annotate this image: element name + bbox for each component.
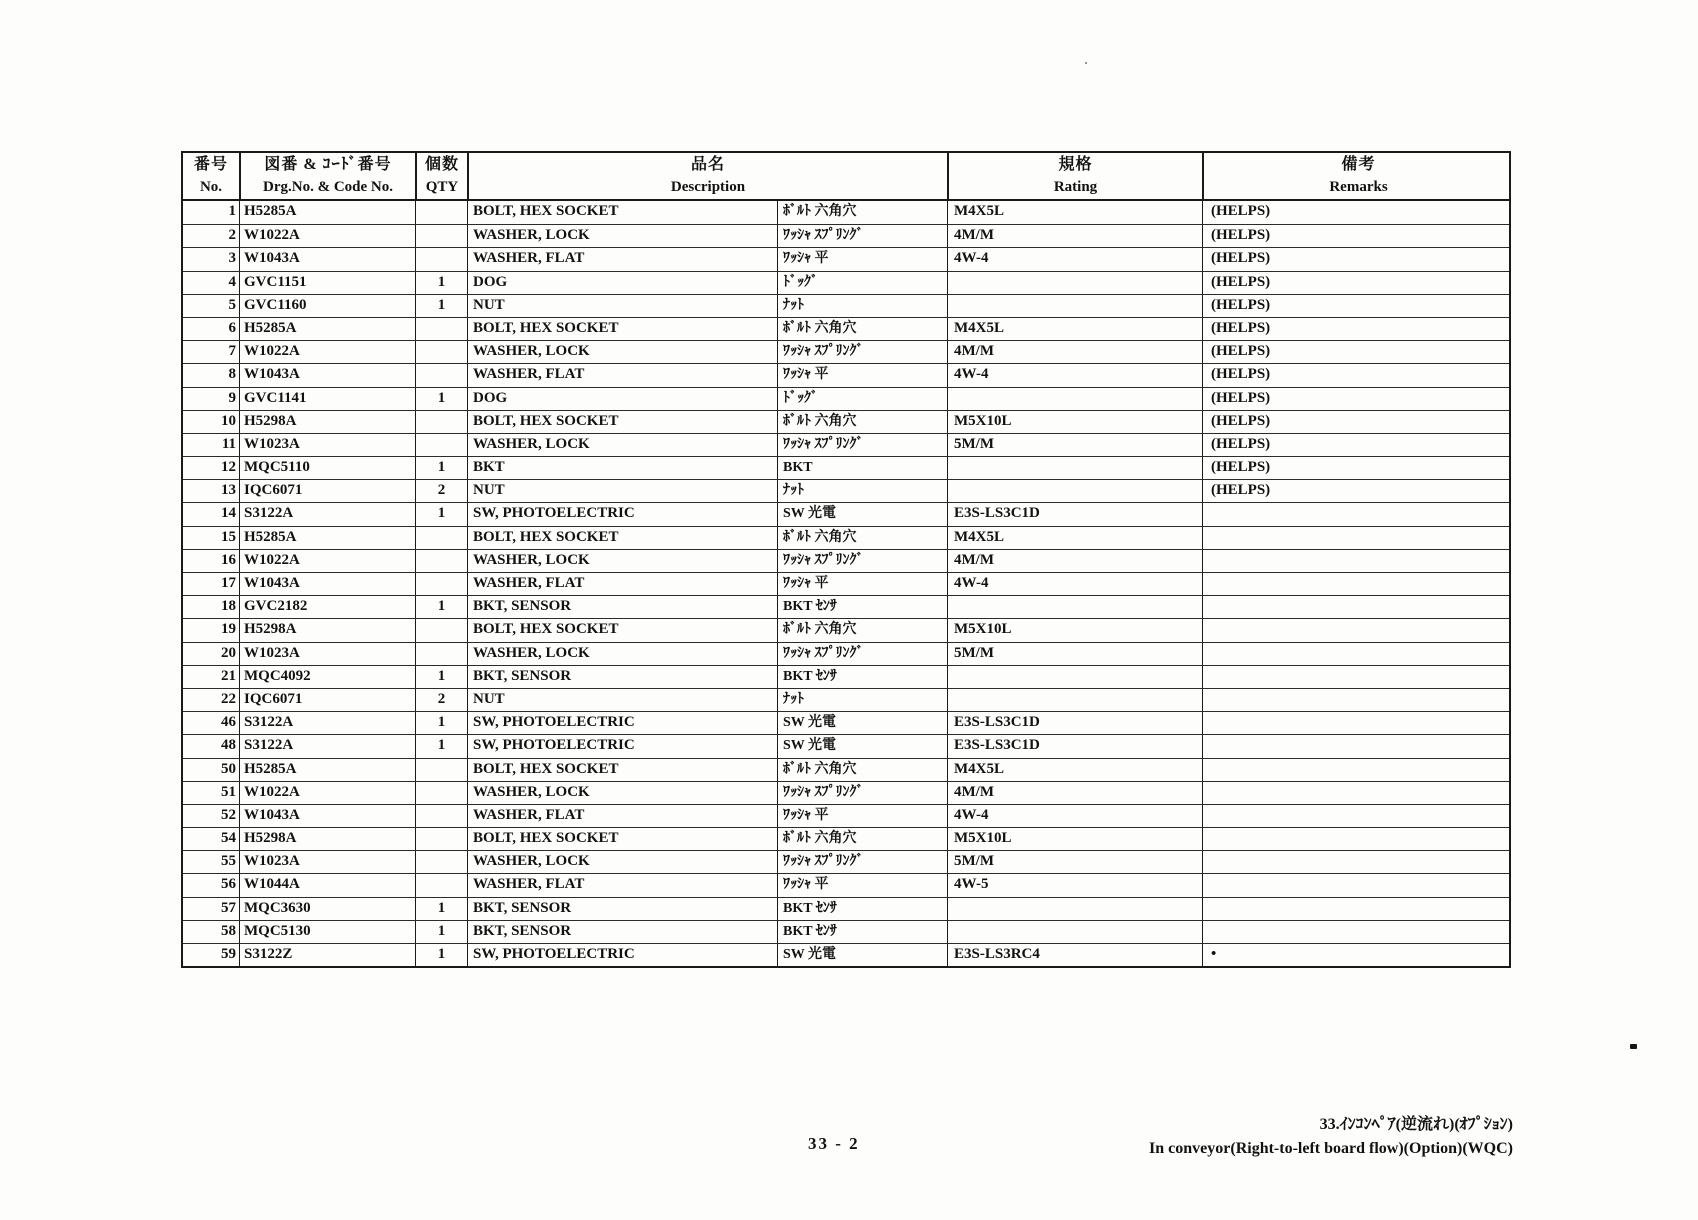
header-qty-jp: 個数 bbox=[424, 156, 459, 173]
cell-rating: E3S-LS3C1D bbox=[947, 503, 1202, 525]
table-row bbox=[183, 317, 1509, 340]
header-rating-jp: 規格 bbox=[1058, 156, 1093, 173]
table-row bbox=[183, 340, 1509, 363]
cell-desc-en: WASHER, LOCK bbox=[467, 225, 777, 247]
table-row bbox=[183, 943, 1509, 966]
cell-no: 11 bbox=[221, 435, 236, 452]
cell-no: 57 bbox=[221, 899, 236, 916]
cell-remarks bbox=[1202, 712, 1513, 734]
header-qty bbox=[415, 153, 467, 199]
cell-rating: 4W-5 bbox=[947, 874, 1202, 896]
cell-desc-en: WASHER, FLAT bbox=[467, 874, 777, 896]
cell-remarks: (HELPS) bbox=[1202, 248, 1513, 270]
cell-rating bbox=[947, 295, 1202, 317]
cell-no: 12 bbox=[221, 459, 236, 476]
cell-rating: M5X10L bbox=[947, 828, 1202, 850]
cell-remarks bbox=[1202, 619, 1513, 641]
cell-qty: 1 bbox=[415, 503, 467, 525]
cell-code: H5298A bbox=[239, 828, 415, 850]
cell-code: MQC4092 bbox=[239, 666, 415, 688]
cell-no: 55 bbox=[221, 853, 236, 870]
cell-desc-jp: ﾎﾞﾙﾄ 六角穴 bbox=[777, 828, 947, 850]
parts-table bbox=[181, 151, 1511, 968]
cell-rating bbox=[947, 666, 1202, 688]
cell-no: 13 bbox=[221, 482, 236, 499]
cell-desc-jp: ﾜｯｼｬ ｽﾌﾟﾘﾝｸﾞ bbox=[777, 782, 947, 804]
cell-desc-jp: ﾜｯｼｬ ｽﾌﾟﾘﾝｸﾞ bbox=[777, 550, 947, 572]
cell-rating: 4M/M bbox=[947, 550, 1202, 572]
table-row bbox=[183, 920, 1509, 943]
cell-desc-jp: ﾎﾞﾙﾄ 六角穴 bbox=[777, 201, 947, 224]
cell-remarks bbox=[1202, 828, 1513, 850]
cell-code: W1043A bbox=[239, 248, 415, 270]
table-row bbox=[183, 410, 1509, 433]
cell-remarks bbox=[1202, 596, 1513, 618]
cell-rating bbox=[947, 457, 1202, 479]
cell-rating: M4X5L bbox=[947, 318, 1202, 340]
cell-remarks: (HELPS) bbox=[1202, 434, 1513, 456]
cell-no: 4 bbox=[228, 273, 236, 290]
cell-qty bbox=[415, 782, 467, 804]
cell-rating: 5M/M bbox=[947, 643, 1202, 665]
table-row bbox=[183, 224, 1509, 247]
cell-no: 16 bbox=[221, 551, 236, 568]
cell-desc-en: WASHER, LOCK bbox=[467, 341, 777, 363]
cell-remarks bbox=[1202, 782, 1513, 804]
cell-desc-en: SW, PHOTOELECTRIC bbox=[467, 712, 777, 734]
cell-remarks bbox=[1202, 805, 1513, 827]
table-row bbox=[183, 665, 1509, 688]
table-row bbox=[183, 734, 1509, 757]
cell-remarks: (HELPS) bbox=[1202, 272, 1513, 294]
cell-desc-en: BKT, SENSOR bbox=[467, 921, 777, 943]
cell-code: MQC5110 bbox=[239, 457, 415, 479]
cell-desc-en: DOG bbox=[467, 388, 777, 410]
table-row bbox=[183, 897, 1509, 920]
cell-qty bbox=[415, 411, 467, 433]
cell-desc-en: BKT, SENSOR bbox=[467, 666, 777, 688]
cell-rating: E3S-LS3C1D bbox=[947, 712, 1202, 734]
cell-no: 5 bbox=[228, 296, 236, 313]
cell-remarks bbox=[1202, 689, 1513, 711]
cell-code: W1023A bbox=[239, 851, 415, 873]
cell-qty bbox=[415, 225, 467, 247]
cell-desc-jp: ﾄﾞｯｸﾞ bbox=[777, 388, 947, 410]
cell-remarks bbox=[1202, 503, 1513, 525]
cell-qty bbox=[415, 828, 467, 850]
table-row bbox=[183, 688, 1509, 711]
cell-no: 18 bbox=[221, 598, 236, 615]
cell-remarks bbox=[1202, 666, 1513, 688]
cell-code: MQC5130 bbox=[239, 921, 415, 943]
header-remarks-en: Remarks bbox=[1329, 179, 1388, 195]
cell-qty bbox=[415, 248, 467, 270]
cell-rating: M5X10L bbox=[947, 619, 1202, 641]
cell-desc-en: WASHER, LOCK bbox=[467, 643, 777, 665]
cell-rating bbox=[947, 898, 1202, 920]
cell-desc-jp: ﾜｯｼｬ 平 bbox=[777, 874, 947, 896]
cell-desc-en: WASHER, FLAT bbox=[467, 248, 777, 270]
cell-desc-en: WASHER, LOCK bbox=[467, 782, 777, 804]
cell-qty bbox=[415, 318, 467, 340]
cell-code: W1043A bbox=[239, 573, 415, 595]
table-row bbox=[183, 387, 1509, 410]
cell-desc-jp: BKT ｾﾝｻ bbox=[777, 666, 947, 688]
cell-code: H5298A bbox=[239, 619, 415, 641]
cell-qty bbox=[415, 643, 467, 665]
cell-rating: 5M/M bbox=[947, 851, 1202, 873]
cell-code: GVC1160 bbox=[239, 295, 415, 317]
footer-caption-en: In conveyor(Right-to-left board flow)(Option)(WQC) bbox=[1149, 1140, 1513, 1157]
header-remarks-jp: 備考 bbox=[1341, 156, 1376, 173]
cell-no: 50 bbox=[221, 760, 236, 777]
table-row bbox=[183, 526, 1509, 549]
cell-code: H5285A bbox=[239, 201, 415, 224]
cell-rating bbox=[947, 689, 1202, 711]
table-row bbox=[183, 502, 1509, 525]
cell-desc-jp: SW 光電 bbox=[777, 712, 947, 734]
table-row bbox=[183, 247, 1509, 270]
cell-desc-jp: ﾜｯｼｬ ｽﾌﾟﾘﾝｸﾞ bbox=[777, 341, 947, 363]
table-row bbox=[183, 572, 1509, 595]
table-row bbox=[183, 433, 1509, 456]
header-description-jp: 品名 bbox=[690, 156, 725, 173]
cell-code: GVC1141 bbox=[239, 388, 415, 410]
table-row bbox=[183, 618, 1509, 641]
footer-caption bbox=[1149, 1113, 1513, 1161]
cell-remarks bbox=[1202, 527, 1513, 549]
cell-qty: 1 bbox=[415, 388, 467, 410]
cell-qty bbox=[415, 573, 467, 595]
header-description-en: Description bbox=[670, 179, 746, 195]
cell-rating: M4X5L bbox=[947, 201, 1202, 224]
scan-speck bbox=[1085, 62, 1087, 64]
cell-no: 56 bbox=[221, 876, 236, 893]
cell-desc-jp: ﾜｯｼｬ 平 bbox=[777, 573, 947, 595]
cell-desc-en: BOLT, HEX SOCKET bbox=[467, 619, 777, 641]
cell-code: IQC6071 bbox=[239, 689, 415, 711]
cell-no: 7 bbox=[228, 343, 236, 360]
cell-desc-en: WASHER, FLAT bbox=[467, 805, 777, 827]
header-no bbox=[183, 153, 239, 199]
cell-qty: 1 bbox=[415, 944, 467, 966]
cell-no: 22 bbox=[221, 690, 236, 707]
cell-code: W1022A bbox=[239, 550, 415, 572]
cell-desc-en: WASHER, LOCK bbox=[467, 851, 777, 873]
cell-remarks bbox=[1202, 759, 1513, 781]
table-row bbox=[183, 479, 1509, 502]
table-row bbox=[183, 642, 1509, 665]
cell-remarks: (HELPS) bbox=[1202, 364, 1513, 386]
cell-code: GVC2182 bbox=[239, 596, 415, 618]
footer-caption-jp: 33.ｲﾝｺﾝﾍﾟｱ(逆流れ)(ｵﾌﾟｼｮﾝ) bbox=[1319, 1116, 1513, 1133]
cell-desc-jp: ﾜｯｼｬ 平 bbox=[777, 364, 947, 386]
cell-desc-jp: BKT ｾﾝｻ bbox=[777, 921, 947, 943]
cell-desc-jp: ﾎﾞﾙﾄ 六角穴 bbox=[777, 411, 947, 433]
table-row bbox=[183, 827, 1509, 850]
cell-qty: 2 bbox=[415, 480, 467, 502]
cell-qty bbox=[415, 434, 467, 456]
cell-remarks bbox=[1202, 550, 1513, 572]
header-description bbox=[467, 153, 947, 199]
table-row bbox=[183, 850, 1509, 873]
header-code-jp: 図番 & ｺｰﾄﾞ番号 bbox=[264, 156, 392, 173]
cell-qty bbox=[415, 619, 467, 641]
cell-no: 14 bbox=[221, 505, 236, 522]
cell-no: 2 bbox=[228, 227, 236, 244]
cell-desc-jp: SW 光電 bbox=[777, 735, 947, 757]
cell-code: H5285A bbox=[239, 759, 415, 781]
cell-desc-en: BOLT, HEX SOCKET bbox=[467, 318, 777, 340]
header-rating-en: Rating bbox=[1053, 179, 1098, 195]
cell-desc-jp: SW 光電 bbox=[777, 503, 947, 525]
cell-rating bbox=[947, 596, 1202, 618]
cell-desc-jp: ﾄﾞｯｸﾞ bbox=[777, 272, 947, 294]
cell-desc-en: BOLT, HEX SOCKET bbox=[467, 759, 777, 781]
cell-rating: 4M/M bbox=[947, 225, 1202, 247]
table-row bbox=[183, 294, 1509, 317]
cell-no: 46 bbox=[221, 714, 236, 731]
cell-qty: 1 bbox=[415, 457, 467, 479]
cell-qty: 1 bbox=[415, 295, 467, 317]
cell-no: 58 bbox=[221, 922, 236, 939]
cell-desc-jp: ﾎﾞﾙﾄ 六角穴 bbox=[777, 759, 947, 781]
cell-no: 3 bbox=[228, 250, 236, 267]
cell-desc-jp: ﾜｯｼｬ 平 bbox=[777, 248, 947, 270]
cell-qty bbox=[415, 201, 467, 224]
cell-desc-en: WASHER, FLAT bbox=[467, 364, 777, 386]
table-row bbox=[183, 873, 1509, 896]
cell-code: H5298A bbox=[239, 411, 415, 433]
cell-no: 19 bbox=[221, 621, 236, 638]
cell-remarks: (HELPS) bbox=[1202, 457, 1513, 479]
cell-no: 20 bbox=[221, 644, 236, 661]
cell-desc-jp: ﾅｯﾄ bbox=[777, 295, 947, 317]
cell-no: 59 bbox=[221, 946, 236, 962]
cell-qty bbox=[415, 851, 467, 873]
cell-code: W1043A bbox=[239, 805, 415, 827]
scan-speck bbox=[1630, 1044, 1637, 1049]
cell-rating: M5X10L bbox=[947, 411, 1202, 433]
header-no-jp: 番号 bbox=[193, 156, 228, 173]
cell-qty bbox=[415, 874, 467, 896]
table-row bbox=[183, 549, 1509, 572]
cell-qty: 1 bbox=[415, 666, 467, 688]
cell-code: S3122A bbox=[239, 735, 415, 757]
cell-desc-en: WASHER, LOCK bbox=[467, 434, 777, 456]
cell-remarks: • bbox=[1202, 944, 1513, 966]
cell-code: S3122A bbox=[239, 712, 415, 734]
cell-remarks: (HELPS) bbox=[1202, 225, 1513, 247]
cell-remarks bbox=[1202, 874, 1513, 896]
table-row bbox=[183, 595, 1509, 618]
cell-qty: 1 bbox=[415, 921, 467, 943]
cell-desc-en: SW, PHOTOELECTRIC bbox=[467, 503, 777, 525]
table-row bbox=[183, 781, 1509, 804]
cell-no: 10 bbox=[221, 412, 236, 429]
cell-desc-en: BKT, SENSOR bbox=[467, 596, 777, 618]
cell-remarks bbox=[1202, 921, 1513, 943]
cell-desc-jp: ﾅｯﾄ bbox=[777, 689, 947, 711]
cell-desc-jp: BKT ｾﾝｻ bbox=[777, 596, 947, 618]
cell-code: IQC6071 bbox=[239, 480, 415, 502]
cell-desc-jp: SW 光電 bbox=[777, 944, 947, 966]
cell-qty: 1 bbox=[415, 272, 467, 294]
cell-remarks bbox=[1202, 735, 1513, 757]
cell-rating: 4W-4 bbox=[947, 364, 1202, 386]
header-remarks bbox=[1202, 153, 1513, 199]
header-qty-en: QTY bbox=[425, 179, 459, 195]
cell-desc-jp: ﾜｯｼｬ ｽﾌﾟﾘﾝｸﾞ bbox=[777, 643, 947, 665]
cell-desc-en: BOLT, HEX SOCKET bbox=[467, 411, 777, 433]
cell-no: 6 bbox=[228, 319, 236, 336]
cell-desc-en: SW, PHOTOELECTRIC bbox=[467, 944, 777, 966]
cell-remarks: (HELPS) bbox=[1202, 341, 1513, 363]
cell-no: 8 bbox=[228, 366, 236, 383]
cell-no: 15 bbox=[221, 528, 236, 545]
cell-desc-en: BOLT, HEX SOCKET bbox=[467, 527, 777, 549]
cell-qty bbox=[415, 759, 467, 781]
cell-code: W1022A bbox=[239, 341, 415, 363]
cell-rating bbox=[947, 921, 1202, 943]
table-row bbox=[183, 804, 1509, 827]
cell-remarks: (HELPS) bbox=[1202, 480, 1513, 502]
cell-remarks: (HELPS) bbox=[1202, 388, 1513, 410]
cell-desc-jp: ﾎﾞﾙﾄ 六角穴 bbox=[777, 527, 947, 549]
cell-remarks: (HELPS) bbox=[1202, 201, 1513, 224]
cell-code: H5285A bbox=[239, 527, 415, 549]
table-row bbox=[183, 271, 1509, 294]
cell-rating: M4X5L bbox=[947, 759, 1202, 781]
cell-no: 52 bbox=[221, 806, 236, 823]
cell-no: 9 bbox=[228, 389, 236, 406]
table-row bbox=[183, 456, 1509, 479]
table-body bbox=[183, 201, 1509, 966]
cell-rating: M4X5L bbox=[947, 527, 1202, 549]
cell-desc-en: BOLT, HEX SOCKET bbox=[467, 828, 777, 850]
table-row bbox=[183, 363, 1509, 386]
cell-no: 1 bbox=[228, 203, 236, 219]
cell-desc-en: BKT bbox=[467, 457, 777, 479]
cell-qty: 1 bbox=[415, 712, 467, 734]
cell-no: 21 bbox=[221, 667, 236, 684]
table-row bbox=[183, 758, 1509, 781]
cell-rating: 4W-4 bbox=[947, 805, 1202, 827]
cell-qty: 1 bbox=[415, 596, 467, 618]
cell-desc-jp: ﾅｯﾄ bbox=[777, 480, 947, 502]
cell-rating: 4M/M bbox=[947, 341, 1202, 363]
cell-desc-en: NUT bbox=[467, 689, 777, 711]
cell-qty: 1 bbox=[415, 898, 467, 920]
cell-code: W1043A bbox=[239, 364, 415, 386]
cell-remarks bbox=[1202, 898, 1513, 920]
cell-desc-en: SW, PHOTOELECTRIC bbox=[467, 735, 777, 757]
cell-desc-jp: ﾜｯｼｬ ｽﾌﾟﾘﾝｸﾞ bbox=[777, 434, 947, 456]
cell-rating bbox=[947, 272, 1202, 294]
cell-rating: 4W-4 bbox=[947, 573, 1202, 595]
cell-qty: 1 bbox=[415, 735, 467, 757]
cell-remarks bbox=[1202, 573, 1513, 595]
header-no-en: No. bbox=[199, 179, 223, 195]
cell-code: W1023A bbox=[239, 434, 415, 456]
cell-code: MQC3630 bbox=[239, 898, 415, 920]
cell-desc-en: WASHER, FLAT bbox=[467, 573, 777, 595]
cell-desc-en: BKT, SENSOR bbox=[467, 898, 777, 920]
table-header-row bbox=[183, 153, 1509, 201]
cell-remarks: (HELPS) bbox=[1202, 318, 1513, 340]
cell-no: 17 bbox=[221, 575, 236, 591]
cell-code: W1023A bbox=[239, 643, 415, 665]
cell-code: W1022A bbox=[239, 782, 415, 804]
cell-remarks bbox=[1202, 851, 1513, 873]
header-rating bbox=[947, 153, 1202, 199]
cell-desc-jp: ﾎﾞﾙﾄ 六角穴 bbox=[777, 619, 947, 641]
cell-qty bbox=[415, 805, 467, 827]
cell-qty bbox=[415, 550, 467, 572]
cell-qty bbox=[415, 527, 467, 549]
cell-rating: E3S-LS3C1D bbox=[947, 735, 1202, 757]
cell-desc-jp: ﾜｯｼｬ 平 bbox=[777, 805, 947, 827]
cell-code: S3122Z bbox=[239, 944, 415, 966]
cell-code: H5285A bbox=[239, 318, 415, 340]
cell-rating bbox=[947, 480, 1202, 502]
table-row bbox=[183, 201, 1509, 224]
cell-remarks bbox=[1202, 643, 1513, 665]
cell-no: 54 bbox=[221, 830, 236, 847]
cell-desc-jp: ﾜｯｼｬ ｽﾌﾟﾘﾝｸﾞ bbox=[777, 225, 947, 247]
cell-no: 51 bbox=[221, 783, 236, 800]
cell-desc-en: BOLT, HEX SOCKET bbox=[467, 201, 777, 224]
cell-rating: 5M/M bbox=[947, 434, 1202, 456]
cell-desc-jp: BKT ｾﾝｻ bbox=[777, 898, 947, 920]
cell-qty bbox=[415, 341, 467, 363]
cell-rating: 4M/M bbox=[947, 782, 1202, 804]
cell-no: 48 bbox=[221, 737, 236, 754]
cell-code: W1022A bbox=[239, 225, 415, 247]
cell-code: S3122A bbox=[239, 503, 415, 525]
cell-desc-jp: BKT bbox=[777, 457, 947, 479]
table-row bbox=[183, 711, 1509, 734]
cell-rating: E3S-LS3RC4 bbox=[947, 944, 1202, 966]
cell-desc-en: NUT bbox=[467, 480, 777, 502]
cell-desc-jp: ﾜｯｼｬ ｽﾌﾟﾘﾝｸﾞ bbox=[777, 851, 947, 873]
cell-remarks: (HELPS) bbox=[1202, 411, 1513, 433]
page-number: 33 - 2 bbox=[808, 1134, 860, 1153]
cell-code: GVC1151 bbox=[239, 272, 415, 294]
header-code bbox=[239, 153, 415, 199]
cell-desc-en: DOG bbox=[467, 272, 777, 294]
cell-desc-en: NUT bbox=[467, 295, 777, 317]
cell-qty: 2 bbox=[415, 689, 467, 711]
cell-remarks: (HELPS) bbox=[1202, 295, 1513, 317]
cell-code: W1044A bbox=[239, 874, 415, 896]
cell-qty bbox=[415, 364, 467, 386]
cell-desc-en: WASHER, LOCK bbox=[467, 550, 777, 572]
header-code-en: Drg.No. & Code No. bbox=[263, 179, 393, 195]
cell-desc-jp: ﾎﾞﾙﾄ 六角穴 bbox=[777, 318, 947, 340]
cell-rating: 4W-4 bbox=[947, 248, 1202, 270]
cell-rating bbox=[947, 388, 1202, 410]
